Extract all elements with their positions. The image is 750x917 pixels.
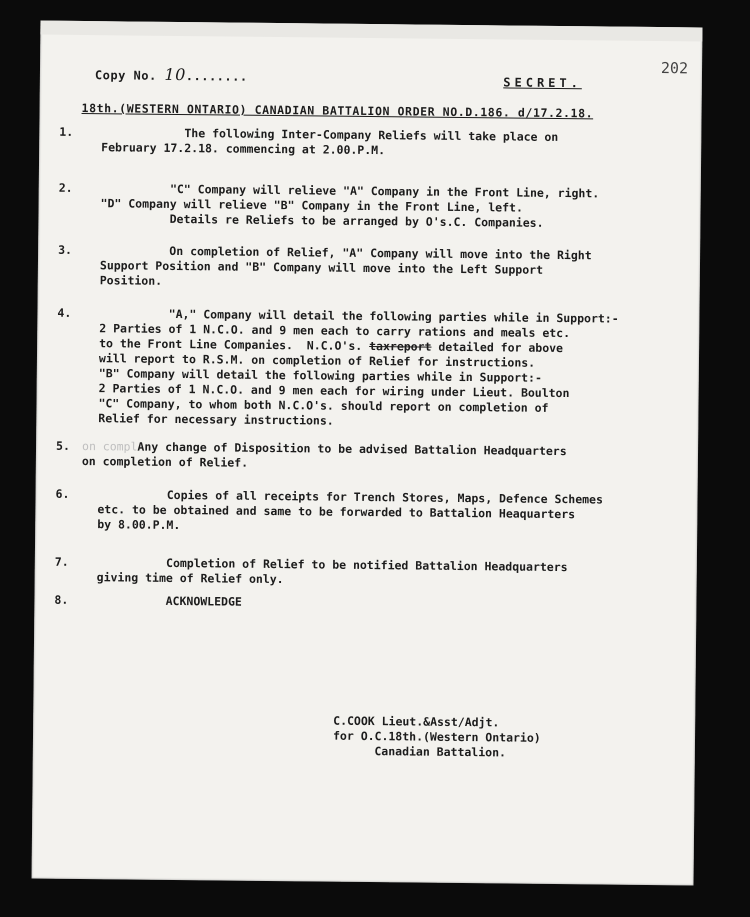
text-line: Relief for necessary instructions.: [98, 411, 334, 428]
paragraph-number: 6.: [55, 486, 70, 501]
copy-number-line: [95, 64, 248, 85]
text-line: "C" Company, to whom both N.C.O's. should report on completion of: [98, 396, 549, 415]
text-line: February 17.2.18. commencing at 2.00.P.M.: [101, 140, 386, 158]
paragraph-6: [55, 487, 675, 538]
paragraph-4: [56, 306, 677, 432]
text-line: Position.: [99, 273, 163, 288]
paragraph-2: [58, 181, 678, 232]
signature-block: [333, 714, 541, 761]
paragraph-number: 4.: [57, 305, 72, 320]
copy-dots: ........: [185, 69, 248, 84]
paragraph-8: [54, 593, 674, 614]
text-line: etc. to be obtained and same to be forwarded to Battalion Heaquarters: [97, 502, 576, 522]
page-number: 202: [660, 59, 689, 78]
paragraph-5: [56, 439, 676, 475]
text-line: 2 Parties of 1 N.C.O. and 9 men each to carry rations and meals etc.: [99, 321, 571, 341]
text-line: "A," Company will detail the following parties while in Support:-: [99, 306, 619, 326]
paragraph-number: 7.: [54, 554, 69, 569]
text-fragment: Any change of Disposition to be advised Battalion Headquarters: [137, 439, 567, 459]
text-line: by 8.00.P.M.: [97, 517, 181, 533]
copy-number: 10: [164, 64, 186, 85]
paragraph-number: 1.: [59, 124, 74, 139]
text-line: "B" Company will detail the following parties while in Support:-: [98, 366, 542, 385]
copy-label: Copy No.: [94, 68, 157, 83]
paragraph-number: 8.: [54, 592, 69, 607]
text-line: Support Position and "B" Company will move into the Left Support: [99, 258, 544, 277]
text-line: "D" Company will relieve "B" Company in the Front Line, left.: [100, 196, 523, 215]
document-page: [32, 21, 703, 886]
text-line: Details re Reliefs to be arranged by O's.C. Companies.: [100, 211, 544, 230]
signature-line: for O.C.18th.(Western Ontario): [332, 728, 541, 745]
paragraph-number: 5.: [55, 438, 70, 453]
paragraph-7: [55, 555, 675, 591]
text-line: On completion of Relief, "A" Company will move into the Right: [100, 243, 592, 263]
text-fragment: to the Front Line Companies. N.C.O's.: [99, 336, 363, 353]
paragraph-3: [58, 243, 678, 294]
struck-word: taxreport: [369, 339, 432, 354]
text-line: on completion of Relief.: [81, 454, 249, 470]
text-line: Completion of Relief to be notified Battalion Headquarters: [96, 555, 568, 575]
secret-label: SECRET.: [503, 75, 582, 91]
page-top-edge: [40, 21, 702, 42]
text-line: Copies of all receipts for Trench Stores, Maps, Defence Schemes: [97, 487, 604, 507]
signature-line: Canadian Battalion.: [332, 743, 507, 760]
text-line: will report to R.S.M. on completion of Relief for instructions.: [98, 351, 536, 370]
text-line: "C" Company will relieve "A" Company in the Front Line, right.: [100, 181, 600, 201]
text-line: The following Inter-Company Reliefs will take place on: [101, 125, 559, 144]
faded-text: on compl: [81, 439, 138, 454]
paragraph-number: 3.: [58, 242, 73, 257]
text-line: giving time of Relief only.: [96, 570, 284, 587]
paragraph-number: 2.: [58, 180, 73, 195]
signature-line: C.COOK Lieut.&Asst/Adjt.: [333, 713, 500, 730]
order-title: 18th.(WESTERN ONTARIO) CANADIAN BATTALION ORDER NO.D.186. d/17.2.18.: [81, 100, 594, 121]
paragraph-1: [59, 125, 679, 161]
text-line: ACKNOWLEDGE: [96, 593, 242, 609]
text-line: 2 Parties of 1 N.C.O. and 9 men each for wiring under Lieut. Boulton: [98, 381, 570, 401]
text-fragment: detailed for above: [431, 339, 564, 356]
